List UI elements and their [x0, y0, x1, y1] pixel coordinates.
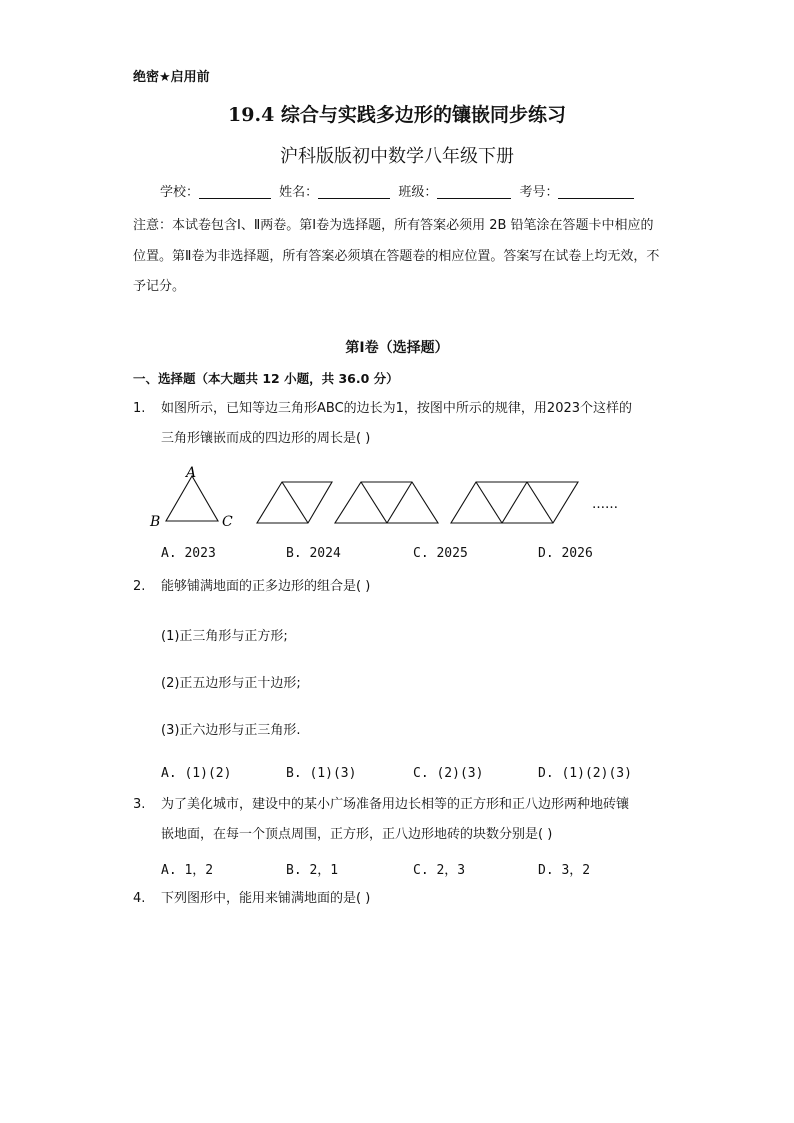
stem-line: 如图所示，已知等边三角形ABC的边长为1，按图中所示的规律，用2023个这样的: [161, 401, 633, 416]
option-d[interactable]: D. 2026: [538, 546, 593, 561]
option-d[interactable]: D. 3，2: [538, 863, 591, 878]
question-stem: [161, 572, 673, 602]
name-label: 姓名：: [279, 185, 319, 200]
option-a[interactable]: A. 2023: [161, 546, 216, 561]
shape-three-triangles: [335, 482, 438, 523]
statement-2: (2)正五边形与正十边形;: [161, 676, 301, 691]
option-b[interactable]: B. 2，1: [286, 863, 339, 878]
tessellation-figure: [140, 462, 640, 532]
statement-3: (3)正六边形与正三角形.: [161, 723, 301, 738]
question-number: 1.: [133, 401, 146, 416]
option-c[interactable]: C. 2，3: [413, 863, 466, 878]
student-info-row: [160, 181, 638, 200]
question-2: [133, 572, 673, 602]
school-label: 学校：: [160, 185, 200, 200]
option-a[interactable]: A. (1)(2): [161, 766, 232, 781]
question-1: [133, 394, 673, 454]
label-c: C: [222, 514, 233, 530]
question-stem: [161, 394, 673, 454]
stem-line: 三角形镶嵌而成的四边形的周长是( ): [161, 431, 371, 446]
question-number: 2.: [133, 579, 146, 594]
section-title: 一、选择题（本大题共 12 小题，共 36.0 分）: [133, 371, 399, 386]
page-subtitle: 沪科版版初中数学八年级下册: [280, 146, 514, 167]
part-title: 第Ⅰ卷（选择题）: [345, 340, 449, 356]
stem-line: 为了美化城市，建设中的某小广场准备用边长相等的正方形和正八边形两种地砖镶: [161, 797, 630, 812]
option-d[interactable]: D. (1)(2)(3): [538, 766, 632, 781]
stem-line: 嵌地面，在每一个顶点周围，正方形，正八边形地砖的块数分别是( ): [161, 827, 553, 842]
stem-line: 能够铺满地面的正多边形的组合是( ): [161, 579, 371, 594]
option-b[interactable]: B. 2024: [286, 546, 341, 561]
exam-no-blank: [558, 184, 634, 199]
question-number: 3.: [133, 797, 146, 812]
exam-no-label: 考号：: [519, 185, 559, 200]
statement-1: (1)正三角形与正方形;: [161, 629, 288, 644]
option-b[interactable]: B. (1)(3): [286, 766, 357, 781]
label-b: B: [150, 514, 161, 530]
option-c[interactable]: C. 2025: [413, 546, 468, 561]
question-3: [133, 790, 673, 850]
label-a: A: [186, 465, 197, 481]
notice-text: 注意：本试卷包含Ⅰ、Ⅱ两卷。第Ⅰ卷为选择题，所有答案必须用 2B 铅笔涂在答题卡中相应的位置。第Ⅱ卷为非选择题，所有答案必须填在答题卷的相应位置。答案写在试卷上均无效，不予记分。: [133, 218, 660, 294]
option-c[interactable]: C. (2)(3): [413, 766, 484, 781]
class-blank: [437, 184, 511, 199]
school-blank: [199, 184, 271, 199]
secret-label: 绝密★启用前: [133, 70, 210, 85]
page-title: 19.4 综合与实践多边形的镶嵌同步练习: [228, 104, 566, 126]
question-stem: [161, 884, 673, 914]
question-number: 4.: [133, 891, 146, 906]
class-label: 班级：: [398, 185, 438, 200]
name-blank: [318, 184, 390, 199]
option-a[interactable]: A. 1，2: [161, 863, 214, 878]
ellipsis: ……: [592, 497, 618, 512]
triangle-abc: [166, 476, 218, 521]
stem-line: 下列图形中，能用来铺满地面的是( ): [161, 891, 371, 906]
question-stem: [161, 790, 673, 850]
question-4: [133, 884, 673, 914]
